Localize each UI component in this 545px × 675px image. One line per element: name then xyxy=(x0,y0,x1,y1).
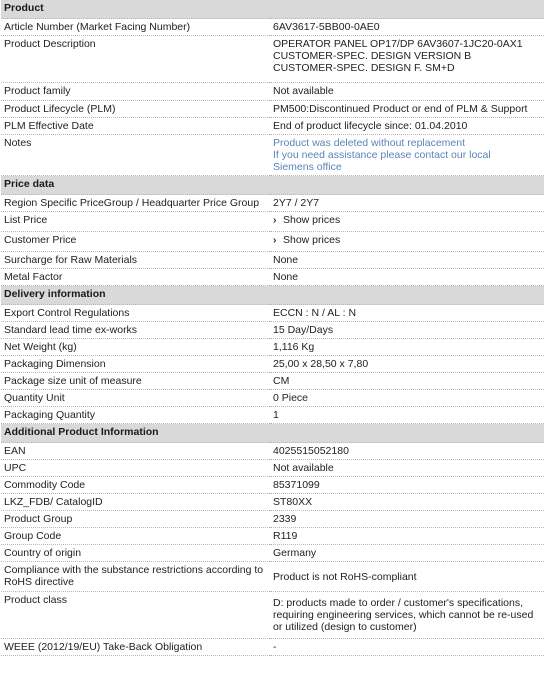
table-row xyxy=(1,19,544,36)
value-line: None xyxy=(273,254,299,266)
row-value xyxy=(270,356,544,373)
value-line: 2Y7 / 2Y7 xyxy=(273,197,320,209)
row-label: Packaging Dimension xyxy=(1,356,270,373)
value-line: 25,00 x 28,50 x 7,80 xyxy=(273,358,369,370)
table-row xyxy=(1,407,544,424)
table-row xyxy=(1,83,544,101)
row-value xyxy=(270,460,544,477)
row-label: UPC xyxy=(1,460,270,477)
section-header-additional-product-information xyxy=(1,424,544,443)
table-row xyxy=(1,322,544,339)
row-value xyxy=(270,101,544,118)
notes-line[interactable]: Product was deleted without replacement xyxy=(273,137,466,149)
row-value xyxy=(270,477,544,494)
value-line: PM500:Discontinued Product or end of PLM & Support xyxy=(273,103,528,115)
row-value xyxy=(270,83,544,101)
row-label: Commodity Code xyxy=(1,477,270,494)
table-row xyxy=(1,212,544,232)
value-line: 1 xyxy=(273,409,279,421)
row-value xyxy=(270,19,544,36)
section-header-delivery-information xyxy=(1,286,544,305)
table-row xyxy=(1,305,544,322)
row-label: List Price xyxy=(1,212,270,232)
value-line: 85371099 xyxy=(273,479,320,491)
row-label: EAN xyxy=(1,443,270,460)
show-prices-link[interactable] xyxy=(273,234,340,246)
show-prices-label: Show prices xyxy=(283,214,341,226)
value-line: D: products made to order / customer's specifications, requiring engineering services, which cannot be re-used or utilized (design to customer) xyxy=(273,597,534,633)
row-label: Compliance with the substance restrictions according to RoHS directive xyxy=(1,562,270,592)
row-value xyxy=(270,592,544,639)
value-line: 0 Piece xyxy=(273,392,309,404)
row-label: Product family xyxy=(1,83,270,101)
table-row xyxy=(1,592,544,639)
table-row xyxy=(1,545,544,562)
table-row xyxy=(1,639,544,656)
value-line: R119 xyxy=(273,530,298,542)
row-label: Region Specific PriceGroup / Headquarter Price Group xyxy=(1,195,270,212)
row-label: WEEE (2012/19/EU) Take-Back Obligation xyxy=(1,639,270,656)
value-line: CM xyxy=(273,375,290,387)
row-label: Quantity Unit xyxy=(1,390,270,407)
row-label: Surcharge for Raw Materials xyxy=(1,252,270,269)
chevron-right-icon: › xyxy=(273,214,277,226)
value-line: CUSTOMER-SPEC. DESIGN VERSION B xyxy=(273,50,472,62)
row-label: Group Code xyxy=(1,528,270,545)
value-line: 6AV3617-5BB00-0AE0 xyxy=(273,21,380,33)
row-label: Packaging Quantity xyxy=(1,407,270,424)
row-value xyxy=(270,494,544,511)
row-label: Product Lifecycle (PLM) xyxy=(1,101,270,118)
show-prices-label: Show prices xyxy=(283,234,341,246)
row-value xyxy=(270,339,544,356)
table-row xyxy=(1,269,544,286)
table-row xyxy=(1,36,544,83)
table-row xyxy=(1,477,544,494)
table-row xyxy=(1,195,544,212)
row-label: Country of origin xyxy=(1,545,270,562)
show-prices-link[interactable] xyxy=(273,214,340,226)
row-value xyxy=(270,135,544,176)
row-value xyxy=(270,443,544,460)
row-value xyxy=(270,118,544,135)
row-value xyxy=(270,562,544,592)
table-row xyxy=(1,390,544,407)
row-label: Export Control Regulations xyxy=(1,305,270,322)
section-title: Product xyxy=(1,0,544,19)
table-row xyxy=(1,252,544,269)
table-row xyxy=(1,528,544,545)
row-value xyxy=(270,269,544,286)
row-label: Product Group xyxy=(1,511,270,528)
value-line: CUSTOMER-SPEC. DESIGN F. SM+D xyxy=(273,62,455,74)
row-label: Net Weight (kg) xyxy=(1,339,270,356)
table-row xyxy=(1,356,544,373)
table-row xyxy=(1,494,544,511)
section-title: Additional Product Information xyxy=(1,424,544,443)
row-label: PLM Effective Date xyxy=(1,118,270,135)
value-line: 2339 xyxy=(273,513,297,525)
row-label: Product class xyxy=(1,592,270,639)
row-label: Product Description xyxy=(1,36,270,83)
value-line: ECCN : N / AL : N xyxy=(273,307,357,319)
row-label: Article Number (Market Facing Number) xyxy=(1,19,270,36)
row-value xyxy=(270,232,544,252)
section-title: Price data xyxy=(1,176,544,195)
table-row xyxy=(1,135,544,176)
value-line: End of product lifecycle since: 01.04.2010 xyxy=(273,120,468,132)
row-label: Standard lead time ex-works xyxy=(1,322,270,339)
product-data-table xyxy=(1,0,544,656)
notes-line[interactable]: Siemens office xyxy=(273,161,342,173)
value-line: None xyxy=(273,271,299,283)
row-label: Customer Price xyxy=(1,232,270,252)
table-row xyxy=(1,562,544,592)
value-line: OPERATOR PANEL OP17/DP 6AV3607-1JC20-0AX1 xyxy=(273,38,523,50)
row-label: LKZ_FDB/ CatalogID xyxy=(1,494,270,511)
row-value xyxy=(270,252,544,269)
value-line: Not available xyxy=(273,85,334,97)
row-value xyxy=(270,511,544,528)
value-line: Germany xyxy=(273,547,317,559)
value-line: - xyxy=(273,641,277,653)
row-label: Metal Factor xyxy=(1,269,270,286)
value-line: 15 Day/Days xyxy=(273,324,334,336)
row-value xyxy=(270,322,544,339)
table-row xyxy=(1,101,544,118)
value-line: Not available xyxy=(273,462,334,474)
row-label: Notes xyxy=(1,135,270,176)
section-title: Delivery information xyxy=(1,286,544,305)
notes-line[interactable]: If you need assistance please contact our local xyxy=(273,149,491,161)
row-value xyxy=(270,407,544,424)
row-value xyxy=(270,36,544,83)
chevron-right-icon: › xyxy=(273,234,277,246)
table-row xyxy=(1,460,544,477)
value-line: 4025515052180 xyxy=(273,445,349,457)
row-value xyxy=(270,390,544,407)
row-value xyxy=(270,373,544,390)
row-value xyxy=(270,305,544,322)
row-value xyxy=(270,545,544,562)
section-header-product xyxy=(1,0,544,19)
section-header-price-data xyxy=(1,176,544,195)
value-line: Product is not RoHS-compliant xyxy=(273,570,417,583)
row-value xyxy=(270,639,544,656)
row-value xyxy=(270,195,544,212)
table-row xyxy=(1,443,544,460)
table-row xyxy=(1,232,544,252)
row-value xyxy=(270,528,544,545)
value-line: ST80XX xyxy=(273,496,313,508)
table-row xyxy=(1,511,544,528)
table-row xyxy=(1,339,544,356)
row-label: Package size unit of measure xyxy=(1,373,270,390)
row-value xyxy=(270,212,544,232)
table-row xyxy=(1,373,544,390)
table-row xyxy=(1,118,544,135)
value-line: 1,116 Kg xyxy=(273,341,315,353)
